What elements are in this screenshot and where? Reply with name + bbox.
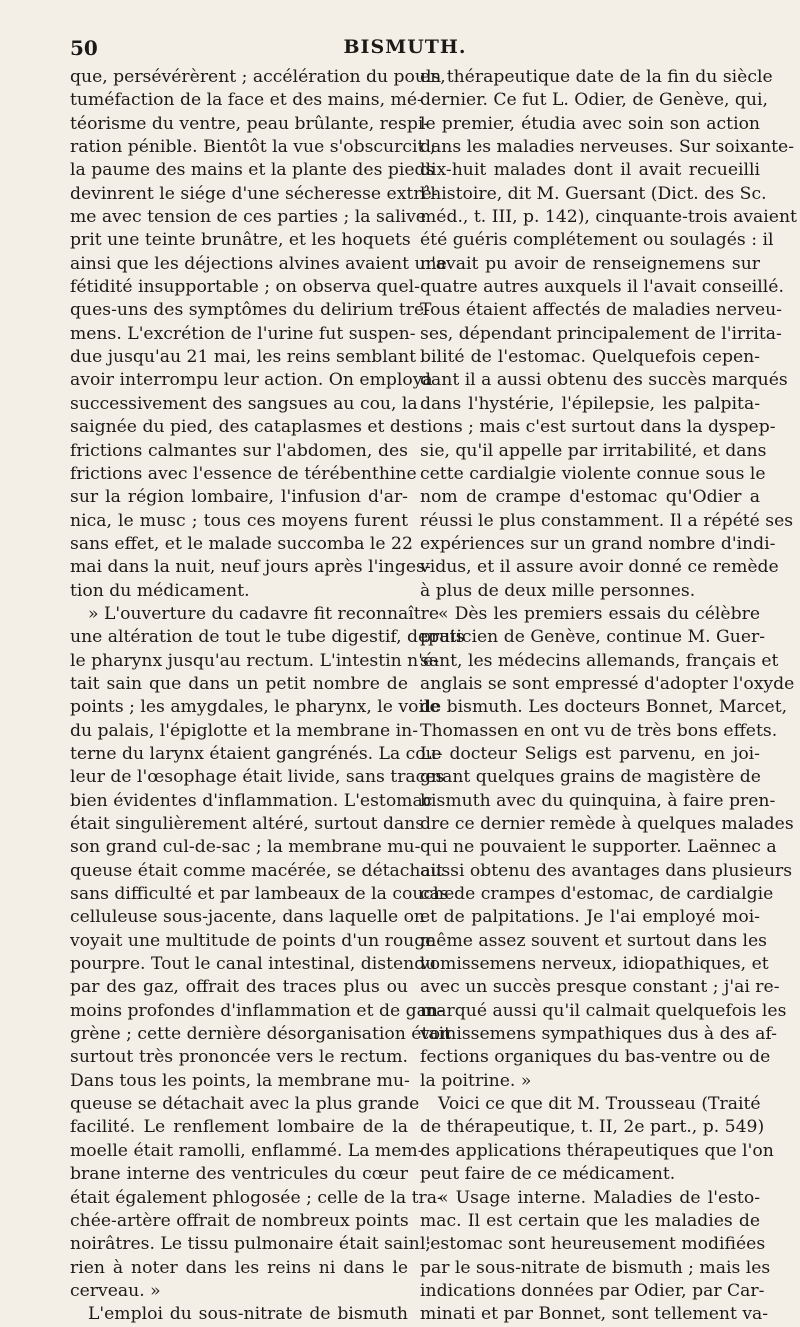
text-line: fections organiques du bas-ventre ou de [420, 1047, 771, 1068]
text-line: devinrent le siége d'une sécheresse extrê- [70, 183, 438, 204]
text-line: marqué aussi qu'il calmait quelquefois les [420, 1000, 787, 1021]
text-line: Tous étaient affectés de maladies nerveu- [420, 300, 782, 321]
text-line: ainsi que les déjections alvines avaient une [70, 253, 447, 274]
text-line: même assez souvent et surtout dans les [420, 930, 767, 951]
text-line: indications données par Odier, par Car- [420, 1280, 765, 1301]
text-line: tait sain que dans un petit nombre de [70, 673, 408, 694]
text-line: l'estomac sont heureusement modifiées [420, 1234, 766, 1255]
text-line: dre ce dernier remède à quelques malades [420, 814, 794, 834]
text-line: anglais se sont empressé d'adopter l'oxyde [420, 673, 795, 694]
text-line: sur la région lombaire, l'infusion d'ar- [70, 487, 408, 508]
text-line: téorisme du ventre, peau brûlante, respi- [70, 113, 430, 134]
page-number: 50 [70, 36, 98, 60]
text-line: son grand cul-de-sac ; la membrane mu- [70, 837, 421, 858]
text-line: facilité. Le renflement lombaire de la [70, 1117, 408, 1138]
text-line: sans difficulté et par lambeaux de la couche [70, 884, 455, 905]
text-line: vomissemens nerveux, idiopathiques, et [420, 954, 769, 975]
text-line: pourpre. Tout le canal intestinal, distendu [70, 954, 437, 975]
text-line: des applications thérapeutiques que l'on [420, 1140, 774, 1161]
text-line: la paume des mains et la plante des pieds [70, 160, 435, 181]
text-line: queuse était comme macérée, se détachait [70, 860, 444, 881]
text-line: chée-artère offrait de nombreux points [70, 1210, 409, 1231]
text-line: et de palpitations. Je l'ai employé moi- [420, 907, 760, 928]
text-line: expériences sur un grand nombre d'indi- [420, 533, 776, 554]
text-line: noirâtres. Le tissu pulmonaire était sain ; [70, 1234, 432, 1255]
text-line: par des gaz, offrait des traces plus ou [70, 977, 408, 998]
text-line: terne du larynx étaient gangrénés. La cou- [70, 743, 443, 764]
text-line: mai dans la nuit, neuf jours après l'inges- [70, 557, 431, 578]
text-line: due jusqu'au 21 mai, les reins semblant [70, 347, 417, 368]
text-line: brane interne des ventricules du cœur [70, 1164, 408, 1185]
text-line: tion du médicament. [70, 580, 250, 601]
text-line: par le sous-nitrate de bismuth ; mais les [420, 1257, 771, 1278]
text-line: fétidité insupportable ; on observa quel- [70, 277, 420, 298]
text-line: peut faire de ce médicament. [420, 1164, 676, 1185]
text-line: leur de l'œsophage était livide, sans traces [70, 767, 445, 788]
text-line: gnant quelques grains de magistère de [420, 767, 761, 788]
text-line: bismuth avec du quinquina, à faire pren- [420, 790, 776, 811]
text-line: points ; les amygdales, le pharynx, le voile [70, 697, 440, 718]
text-line: une altération de tout le tube digestif, depuis [70, 627, 465, 648]
text-line: cette cardialgie violente connue sous le [420, 463, 766, 484]
text-line: Le docteur Seligs est parvenu, en joi- [420, 743, 760, 764]
text-line: minati et par Bonnet, sont tellement va- [420, 1304, 769, 1325]
text-line: de bismuth. Les docteurs Bonnet, Marcet, [420, 697, 788, 718]
text-line: rien à noter dans les reins ni dans le [70, 1257, 408, 1278]
text-line: Thomassen en ont vu de très bons effets. [420, 720, 778, 741]
text-line: réussi le plus constamment. Il a répété ses [420, 510, 794, 531]
text-line: dant il a aussi obtenu des succès marqués [420, 370, 788, 391]
text-line: praticien de Genève, continue M. Guer- [420, 627, 766, 648]
text-line: mens. L'excrétion de l'urine fut suspen- [70, 323, 416, 344]
text-line: successivement des sangsues au cou, la [70, 393, 418, 414]
text-line: la poitrine. » [420, 1070, 532, 1091]
text-line: bilité de l'estomac. Quelquefois cepen- [420, 347, 760, 368]
text-line: vomissemens sympathiques dus à des af- [420, 1024, 777, 1045]
text-line: surtout très prononcée vers le rectum. [70, 1047, 408, 1068]
left-text-column [70, 66, 465, 1327]
page-header [70, 36, 740, 60]
text-line: saignée du pied, des cataplasmes et des [70, 417, 420, 438]
text-line: tions ; mais c'est surtout dans la dyspep- [420, 417, 776, 438]
text-line: « Dès les premiers essais du célèbre [438, 603, 760, 624]
text-line: en thérapeutique date de la fin du siècle [420, 67, 773, 87]
text-line: de thérapeutique, t. II, 2e part., p. 549) [420, 1117, 765, 1138]
text-line: sant, les médecins allemands, français et [420, 650, 779, 671]
text-line: n'avait pu avoir de renseignemens sur [420, 253, 760, 274]
text-line: Dans tous les points, la membrane mu- [70, 1070, 410, 1091]
text-line: celluleuse sous-jacente, dans laquelle on [70, 907, 426, 928]
text-line: ses, dépendant principalement de l'irrita- [420, 323, 782, 344]
text-line: quatre autres auxquels il l'avait conseillé. [420, 277, 784, 298]
text-line: » L'ouverture du cadavre fit reconnaître [88, 603, 440, 624]
text-line: ration pénible. Bientôt la vue s'obscurcit ; [70, 137, 436, 158]
text-line: nom de crampe d'estomac qu'Odier a [420, 487, 760, 508]
text-line: queuse se détachait avec la plus grande [70, 1094, 420, 1115]
text-line: était singulièrement altéré, surtout dans [70, 814, 425, 834]
text-line: était également phlogosée ; celle de la tra- [70, 1187, 443, 1208]
text-line: vidus, et il assure avoir donné ce remède [420, 557, 779, 578]
text-line: l'histoire, dit M. Guersant (Dict. des Sc. [420, 183, 767, 204]
text-line: me avec tension de ces parties ; la salive [70, 207, 426, 228]
text-line: moelle était ramolli, enflammé. La mem- [70, 1140, 424, 1161]
text-line: ques-uns des symptômes du delirium tre- [70, 300, 430, 321]
text-line: dix-huit malades dont il avait recueilli [420, 160, 760, 181]
text-line: nica, le musc ; tous ces moyens furent [70, 510, 408, 531]
text-line: tuméfaction de la face et des mains, mé- [70, 90, 423, 111]
text-line: dans les maladies nerveuses. Sur soixante- [420, 137, 795, 158]
text-line: mac. Il est certain que les maladies de [420, 1210, 760, 1231]
running-head: BISMUTH. [343, 36, 467, 58]
text-line: frictions avec l'essence de térébenthine [70, 463, 417, 484]
right-text-column [420, 66, 797, 1327]
text-line: que, persévérèrent ; accélération du pouls, [70, 67, 446, 87]
text-line: frictions calmantes sur l'abdomen, des [70, 440, 408, 461]
text-line: bien évidentes d'inflammation. L'estomac [70, 790, 433, 811]
text-line: dernier. Ce fut L. Odier, de Genève, qui, [420, 90, 768, 111]
text-line: grène ; cette dernière désorganisation était [70, 1024, 452, 1045]
text-line: méd., t. III, p. 142), cinquante-trois avaient [420, 207, 797, 228]
text-line: voyait une multitude de points d'un rouge [70, 930, 436, 951]
text-line: moins profondes d'inflammation et de gan- [70, 1000, 444, 1021]
text-line: prit une teinte brunâtre, et les hoquets [70, 230, 411, 251]
text-line: aussi obtenu des avantages dans plusieurs [420, 860, 793, 881]
text-line: dans l'hystérie, l'épilepsie, les palpita- [420, 393, 760, 414]
text-line: « Usage interne. Maladies de l'esto- [438, 1187, 760, 1208]
text-line: cerveau. » [70, 1280, 161, 1301]
text-line: du palais, l'épiglotte et la membrane in- [70, 720, 419, 741]
text-line: cas de crampes d'estomac, de cardialgie [420, 884, 774, 905]
text-line: Voici ce que dit M. Trousseau (Traité [438, 1094, 761, 1115]
text-line: sans effet, et le malade succomba le 22 [70, 533, 413, 554]
text-line: qui ne pouvaient le supporter. Laënnec a [420, 837, 777, 858]
text-line: à plus de deux mille personnes. [420, 580, 696, 601]
text-line: été guéris complétement ou soulagés : il [420, 230, 774, 251]
text-line: avoir interrompu leur action. On employa [70, 370, 433, 391]
text-line: L'emploi du sous-nitrate de bismuth [88, 1304, 408, 1325]
text-line: le pharynx jusqu'au rectum. L'intestin n'é- [70, 650, 439, 671]
text-line: le premier, étudia avec soin son action [420, 113, 760, 134]
text-line: avec un succès presque constant ; j'ai re- [420, 977, 780, 998]
text-line: sie, qu'il appelle par irritabilité, et dans [420, 440, 767, 461]
